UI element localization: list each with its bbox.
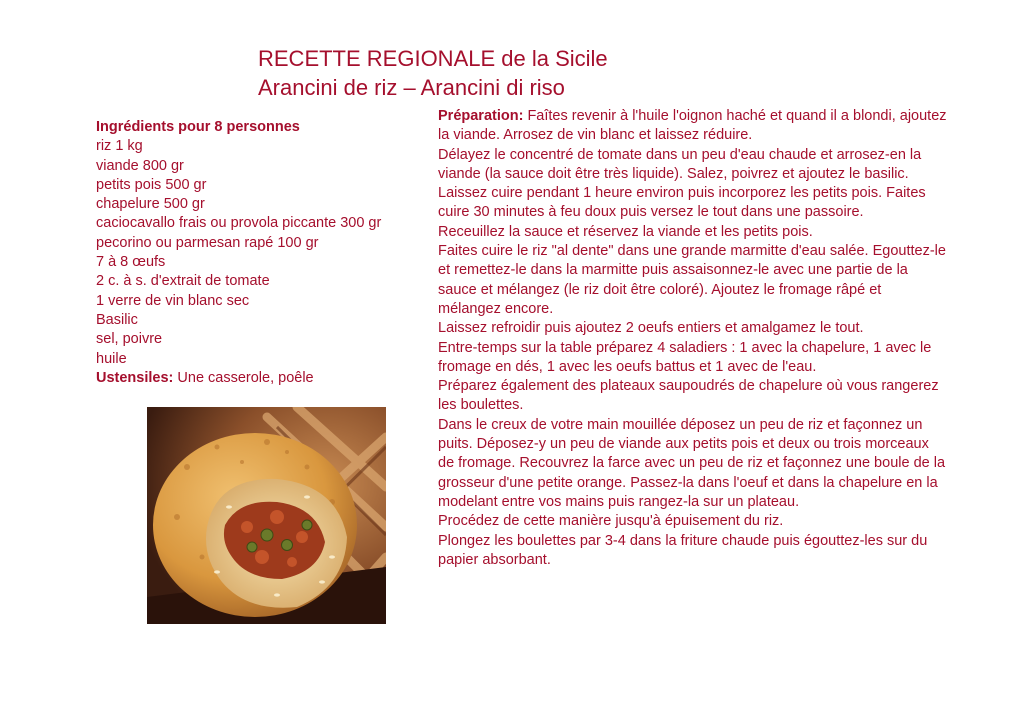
ingredient-item: caciocavallo frais ou provola piccante 300 gr	[96, 215, 382, 232]
preparation-paragraph: Faites cuire le riz "al dente" dans une grande marmitte d'eau salée. Egouttez-le et remettez-le dans la marmitte puis assaisonnez-le avec une partie de la sauce et mélangez (le riz doit être coloré). Ajoutez le fromage râpé et mélangez encore.	[438, 243, 946, 317]
title-line-dish: Arancini de riz – Arancini di riso	[258, 75, 565, 100]
ingredients-section	[96, 116, 426, 388]
ingredient-item: 2 c. à s. d'extrait de tomate	[96, 273, 270, 290]
preparation-paragraph: Plongez les boulettes par 3-4 dans la friture chaude puis égouttez-les sur du papier absorbant.	[438, 532, 928, 568]
preparation-paragraph: Préparez également des plateaux saupoudrés de chapelure où vous rangerez les boulettes.	[438, 378, 939, 414]
preparation-paragraph	[438, 107, 948, 146]
preparation-paragraph: Dans le creux de votre main mouillée déposez un peu de riz et façonnez un puits. Déposez-y un peu de viande aux petits pois et deux ou trois morceaux de fromage. Recouvrez la farce avec un peu de riz et façonnez une boule de la grosseur d'une petite orange. Passez-la dans l'oeuf et dans la chapelure en la modelant entre vos mains puis rangez-la sur un plateau.	[438, 416, 946, 510]
preparation-section	[438, 107, 948, 570]
arancini-photo	[147, 407, 386, 624]
preparation-paragraph: Entre-temps sur la table préparez 4 saladiers : 1 avec la chapelure, 1 avec le fromage en dés, 1 avec les oeufs battus et 1 avec de l'eau.	[438, 339, 932, 375]
ingredients-heading: Ingrédients pour 8 personnes	[96, 119, 300, 135]
preparation-label: Préparation:	[438, 108, 524, 124]
ingredient-item: Basilic	[96, 311, 138, 328]
ingredient-item: sel, poivre	[96, 331, 163, 348]
ingredient-item: chapelure 500 gr	[96, 196, 205, 213]
ustensiles-label: Ustensiles:	[96, 369, 174, 386]
ingredient-item: pecorino ou parmesan rapé 100 gr	[96, 234, 319, 251]
preparation-paragraph: Délayez le concentré de tomate dans un peu d'eau chaude et arrosez-en la viande (la sauce doit être très liquide). Salez, poivrez et ajoutez le basilic.	[438, 146, 922, 182]
ingredient-item: huile	[96, 350, 127, 367]
ingredient-item: viande 800 gr	[96, 157, 184, 174]
ingredient-item: 1 verre de vin blanc sec	[96, 292, 250, 309]
ustensiles-line	[96, 369, 426, 388]
ingredient-item: riz 1 kg	[96, 138, 143, 155]
preparation-paragraph: Receuillez la sauce et réservez la viande et les petits pois.	[438, 223, 813, 240]
preparation-paragraph: Laissez cuire pendant 1 heure environ puis incorporez les petits pois. Faites cuire 30 minutes à feu doux puis versez le tout dans une passoire.	[438, 185, 926, 221]
title-line-region: RECETTE REGIONALE de la Sicile	[258, 46, 608, 71]
preparation-paragraph: Procédez de cette manière jusqu'à épuisement du riz.	[438, 513, 784, 530]
preparation-paragraph: Laissez refroidir puis ajoutez 2 oeufs entiers et amalgamez le tout.	[438, 320, 864, 337]
recipe-title	[258, 44, 608, 102]
ingredient-item: petits pois 500 gr	[96, 176, 207, 193]
ingredient-item: 7 à 8 œufs	[96, 254, 166, 271]
preparation-text: Faîtes revenir à l'huile l'oignon haché et quand il a blondi, ajoutez la viande. Arrosez de vin blanc et laissez réduire.	[438, 108, 947, 144]
ustensiles-value: Une casserole, poêle	[173, 369, 314, 386]
ingredients-list	[96, 137, 426, 369]
